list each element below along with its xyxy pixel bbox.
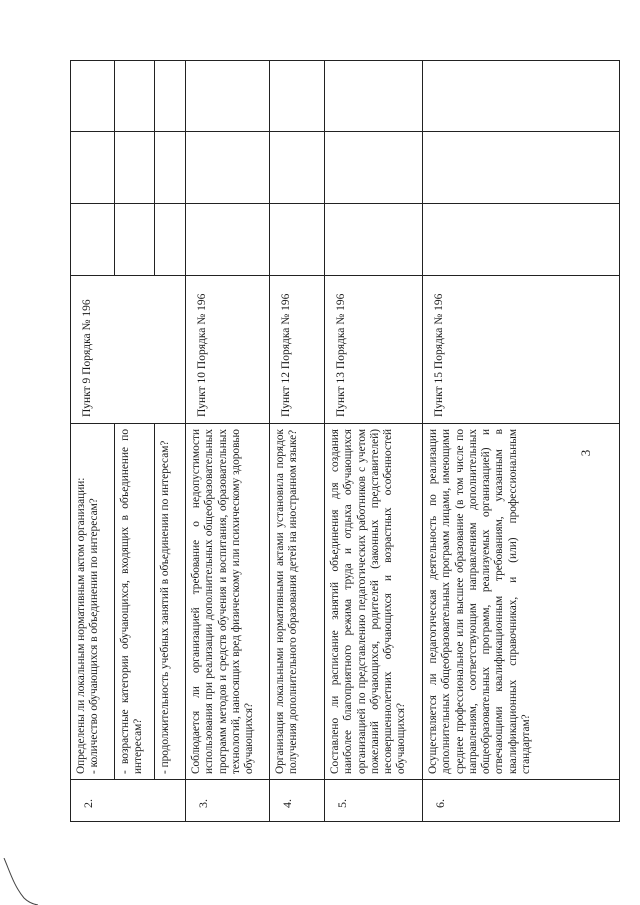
sub-question-text: - продолжительность учебных занятий в объединении по интересам? [159, 440, 171, 774]
empty-cell [270, 204, 324, 276]
question-text: Осуществляется ли педагогическая деятельность по реализации дополнительных общеобразовательных программ лицами, имеющими среднее профессиональное или высшее образование (в том числе по направлениям, соответствующим направлениям дополнительных общеобразовательных программ, реализуемых организацией) и отвечающими квалификационным требованиям, указанным в квалификационных справочниках, и (или) профессиональным стандартам? [427, 429, 533, 774]
sub-question-text: - возрастные категории обучающихся, входящих в объединение по интересам? [119, 429, 145, 774]
empty-cell [186, 132, 269, 204]
empty-cell [423, 204, 620, 276]
empty-cell [270, 60, 324, 132]
row-number: 6. [433, 799, 447, 808]
table-row [422, 60, 620, 822]
question-text: Соблюдается ли организацией требование о недопустимости использования при реализации дополнительных общеобразовательных программ методов и средств обучения и воспитания, образовательных технологий, наносящих вред физическому или психическому здоровью обучающихся? [190, 429, 256, 774]
row-number: 4. [280, 799, 294, 808]
question-cell [71, 424, 185, 780]
reference-cell: Пункт 15 Порядка № 196 [423, 276, 620, 424]
row-number: 5. [335, 799, 349, 808]
empty-cell [186, 204, 269, 276]
reference-cell: Пункт 12 Порядка № 196 [270, 276, 324, 424]
empty-cell [325, 60, 422, 132]
table-row [70, 60, 185, 822]
empty-cell [325, 204, 422, 276]
page-number: 3 [578, 449, 593, 457]
table-row [324, 60, 422, 822]
reference-cell: Пункт 13 Порядка № 196 [325, 276, 422, 424]
row-number: 2. [81, 799, 95, 808]
empty-cell [71, 60, 185, 132]
empty-cell [270, 132, 324, 204]
question-text: Организация локальными нормативными актами установила порядок получения дополнительного образования детей на иностранном языке? [274, 429, 300, 774]
checklist-table [70, 60, 620, 822]
empty-cell [71, 132, 185, 204]
sub-question-text: - количество обучающихся в объединении по интересам? [88, 498, 101, 774]
table-row [269, 60, 324, 822]
empty-cell [423, 60, 620, 132]
empty-cell [325, 132, 422, 204]
empty-cell [423, 132, 620, 204]
empty-cell [71, 204, 185, 276]
question-text: Составлено ли расписание занятий объединения для создания наиболее благоприятного режима труда и отдыха обучающихся организацией по представлению педагогических работников с учетом пожеланий обучающихся, родителей (законных представителей) несовершеннолетних обучающихся и возрастных особенностей обучающихся? [329, 429, 408, 774]
reference-cell: Пункт 10 Порядка № 196 [186, 276, 269, 424]
scan-edge-mark [0, 858, 40, 905]
reference-cell: Пункт 9 Порядка № 196 [71, 276, 185, 424]
table-row [185, 60, 269, 822]
empty-cell [186, 60, 269, 132]
question-text: Определены ли локальным нормативным актом организации: [75, 477, 87, 774]
row-number: 3. [196, 799, 210, 808]
